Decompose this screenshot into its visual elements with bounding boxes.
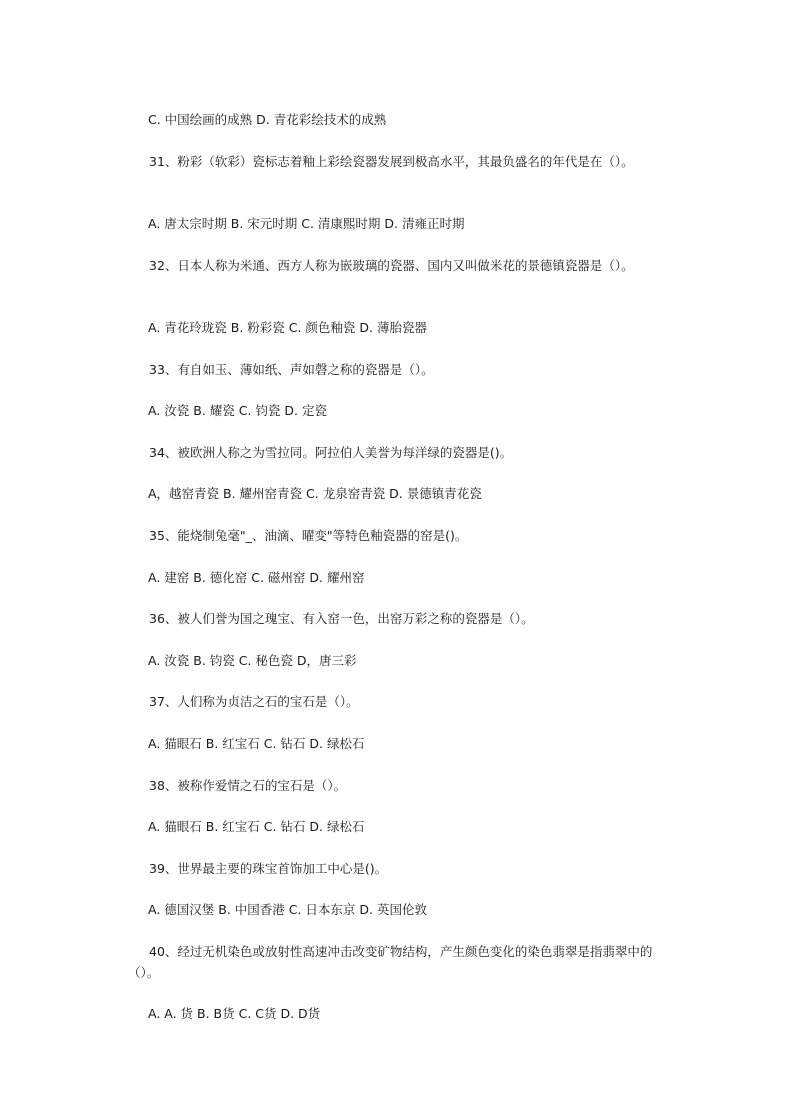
question-33: 33、有自如玉、薄如纸、声如磬之称的瓷器是（）。 bbox=[149, 361, 434, 377]
question-38: 38、被称作爱情之石的宝石是（）。 bbox=[149, 777, 347, 793]
answer-options-37: A. 猫眼石 B. 红宝石 C. 钻石 D. 绿松石 bbox=[148, 735, 365, 751]
answer-options-33: A. 汝瓷 B. 耀瓷 C. 钧瓷 D. 定瓷 bbox=[148, 402, 327, 418]
question-35: 35、能烧制兔毫"_、油滴、曜变"等特色釉瓷器的窑是()。 bbox=[149, 527, 468, 543]
question-32: 32、日本人称为米通、西方人称为嵌玻璃的瓷器、国内又叫做米花的景德镇瓷器是（）。 bbox=[149, 257, 634, 273]
answer-options-36: A. 汝瓷 B. 钧瓷 C. 秘色瓷 D，唐三彩 bbox=[148, 652, 357, 668]
question-39: 39、世界最主要的珠宝首饰加工中心是()。 bbox=[149, 860, 388, 876]
answer-options-35: A. 建窑 B. 德化窑 C. 磁州窑 D. 耀州窑 bbox=[148, 569, 365, 585]
answer-options-32: A. 青花玲珑瓷 B. 粉彩瓷 C. 颜色釉瓷 D. 薄胎瓷器 bbox=[148, 319, 427, 335]
question-40: 40、经过无机染色或放射性高速冲击改变矿物结构，产生颜色变化的染色翡翠是指翡翠中的（）。 bbox=[128, 943, 653, 980]
question-36: 36、被人们誉为国之瑰宝、有入窑一色，出窑万彩之称的瓷器是（）。 bbox=[149, 610, 534, 626]
question-37: 37、人们称为贞洁之石的宝石是（）。 bbox=[149, 693, 359, 709]
answer-options-30: C. 中国绘画的成熟 D. 青花彩绘技术的成熟 bbox=[148, 111, 387, 127]
answer-options-38: A. 猫眼石 B. 红宝石 C. 钻石 D. 绿松石 bbox=[148, 818, 365, 834]
answer-options-39: A. 德国汉堡 B. 中国香港 C. 日本东京 D. 英国伦敦 bbox=[148, 901, 427, 917]
answer-options-40: A. A. 货 B. B货 C. C货 D. D货 bbox=[148, 1005, 321, 1021]
question-34: 34、被欧洲人称之为雪拉同。阿拉伯人美誉为每洋绿的瓷器是()。 bbox=[149, 444, 513, 460]
question-31: 31、粉彩（软彩）瓷标志着釉上彩绘瓷器发展到极高水平，其最负盛名的年代是在（）。 bbox=[149, 153, 634, 169]
answer-options-34: A，越窑青瓷 B. 耀州窑青瓷 C. 龙泉窑青瓷 D. 景德镇青花瓷 bbox=[148, 485, 482, 501]
answer-options-31: A. 唐太宗时期 B. 宋元时期 C. 清康熙时期 D. 清雍正时期 bbox=[148, 215, 465, 231]
